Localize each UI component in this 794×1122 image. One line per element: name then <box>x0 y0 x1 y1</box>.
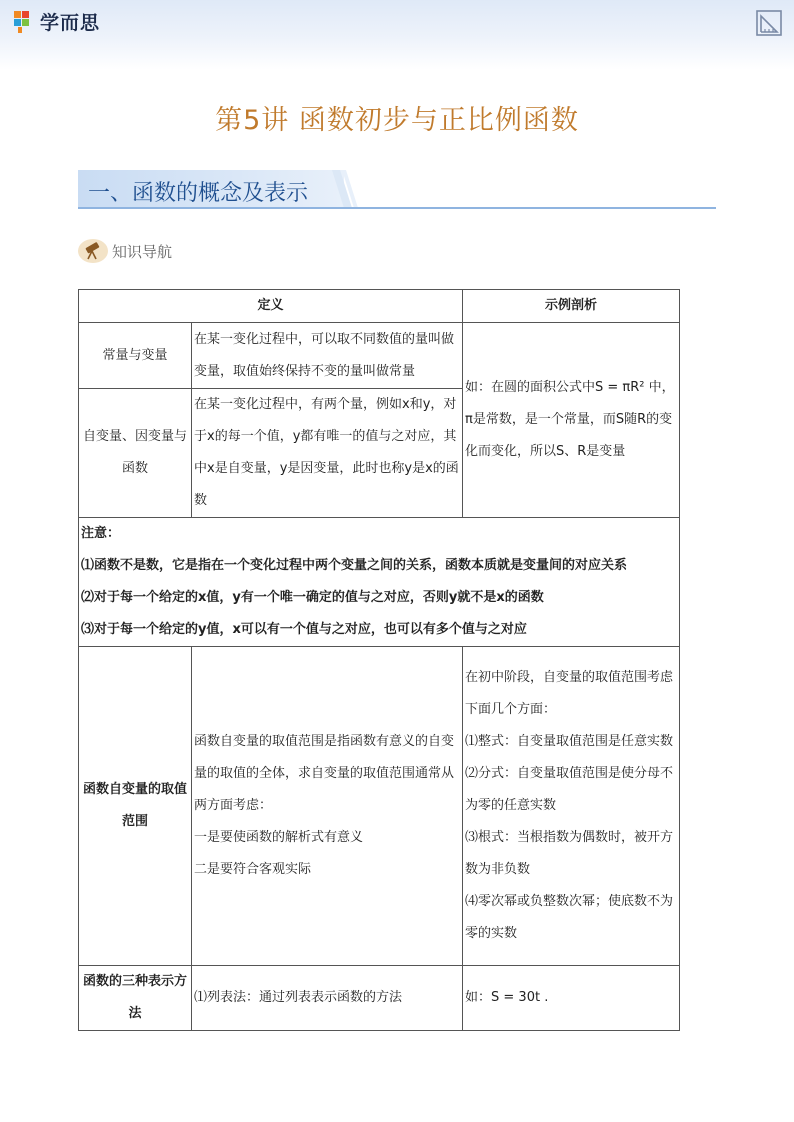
row-term: 常量与变量 <box>79 323 192 389</box>
knowledge-nav <box>78 238 172 264</box>
example-line: 在初中阶段，自变量的取值范围考虑下面几个方面： <box>465 670 674 717</box>
page-title: 第5讲 函数初步与正比例函数 <box>215 105 579 136</box>
brand-logo-icon <box>14 11 36 33</box>
note-item: ⑵对于每一个给定的x值，y有一个唯一确定的值与之对应，否则y就不是x的函数 <box>81 590 544 605</box>
definition-line: 一是要使函数的解析式有意义 <box>194 830 364 845</box>
row-definition: ⑴列表法：通过列表表示函数的方法 <box>192 966 463 1031</box>
definition-line: 二是要符合客观实际 <box>194 862 312 877</box>
row-definition <box>192 647 463 966</box>
brand-name: 学而思 <box>40 12 101 34</box>
header-definition: 定义 <box>79 290 463 323</box>
notes-row <box>79 518 680 647</box>
row-definition: 在某一变化过程中，可以取不同数值的量叫做变量，取值始终保持不变的量叫做常量 <box>192 323 463 389</box>
example-line: ⑶根式：当根指数为偶数时，被开方数为非负数 <box>465 830 674 877</box>
notes-cell <box>79 518 680 647</box>
notes-label: 注意： <box>81 526 121 541</box>
section-underline <box>78 207 716 209</box>
example-cell: 如：S = 30t . <box>463 966 680 1031</box>
section-stripes-decoration <box>332 170 362 208</box>
note-item: ⑴函数不是数，它是指在一个变化过程中两个变量之间的关系，函数本质就是变量间的对应关系 <box>81 558 628 573</box>
row-term: 函数的三种表示方法 <box>79 966 192 1031</box>
table-row <box>79 647 680 966</box>
note-item: ⑶对于每一个给定的y值，x可以有一个值与之对应，也可以有多个值与之对应 <box>81 622 527 637</box>
telescope-icon <box>78 238 108 264</box>
ruler-triangle-icon <box>756 10 782 36</box>
example-cell: 如：在圆的面积公式中S = πR² 中，π是常数，是一个常量，而S随R的变化而变化，所以S、R是变量 <box>463 323 680 518</box>
table-row <box>79 323 680 389</box>
example-line: ⑴整式：自变量取值范围是任意实数 <box>465 734 674 749</box>
section-title: 一、函数的概念及表示 <box>88 181 309 206</box>
example-line: ⑷零次幂或负整数次幂；使底数不为零的实数 <box>465 894 674 941</box>
table-row <box>79 966 680 1031</box>
row-term: 函数自变量的取值范围 <box>79 647 192 966</box>
definition-line: 函数自变量的取值范围是指函数有意义的自变量的取值的全体，求自变量的取值范围通常从两方面考虑： <box>194 734 455 813</box>
row-term: 自变量、因变量与函数 <box>79 389 192 518</box>
concept-table <box>78 289 680 1031</box>
section-heading <box>78 170 344 208</box>
header-example: 示例剖析 <box>463 290 680 323</box>
row-definition: 在某一变化过程中，有两个量，例如x和y，对于x的每一个值，y都有唯一的值与之对应，其中x是自变量，y是因变量，此时也称y是x的函数 <box>192 389 463 518</box>
knowledge-nav-label: 知识导航 <box>112 242 173 261</box>
header-band <box>0 0 794 70</box>
table-header-row <box>79 290 680 323</box>
example-cell <box>463 647 680 966</box>
example-line: ⑵分式：自变量取值范围是使分母不为零的任意实数 <box>465 766 674 813</box>
brand-logo <box>14 8 100 35</box>
